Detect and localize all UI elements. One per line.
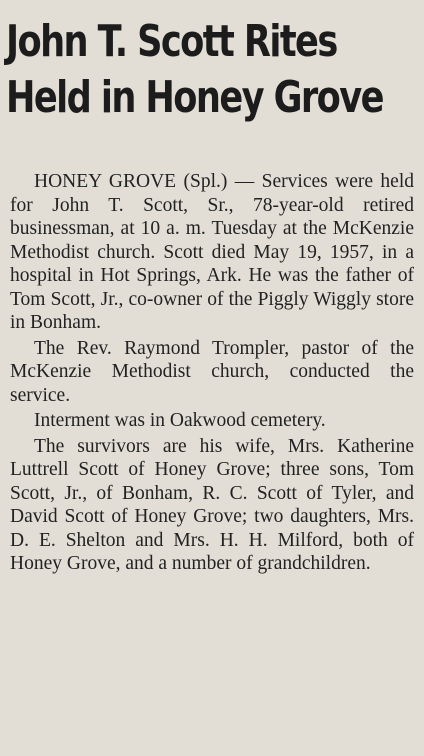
headline [6, 14, 383, 126]
headline-line-2: Held in Honey Grove [6, 72, 383, 123]
article-body [10, 170, 414, 578]
bottom-edge [0, 742, 424, 756]
paragraph-survivors: The survivors are his wife, Mrs. Katherine Luttrell Scott of Honey Grove; three sons, Tom Scott, Jr., of Bonham, R. C. Scott of Tyler, and David Scott of Honey Grove; two daughters, Mrs. D. E. Shelton and Mrs. H. H. Milford, both of Honey Grove, and a number of grandchildren. [10, 435, 414, 574]
headline-line-1: John T. Scott Rites [6, 16, 337, 67]
paragraph-interment: Interment was in Oakwood cemetery. [34, 410, 326, 431]
paragraph-officiant: The Rev. Raymond Trompler, pastor of the McKenzie Methodist church, conducted the service. [10, 337, 414, 406]
paragraph-services: HONEY GROVE (Spl.) — Services were held for John T. Scott, Sr., 78-year-old retired businessman, at 10 a. m. Tuesday at the McKenzie Methodist church. Scott died May 19, 1957, in a hospital in Hot Springs, Ark. He was the father of Tom Scott, Jr., co-owner of the Piggly Wiggly store in Bonham. [10, 171, 414, 333]
